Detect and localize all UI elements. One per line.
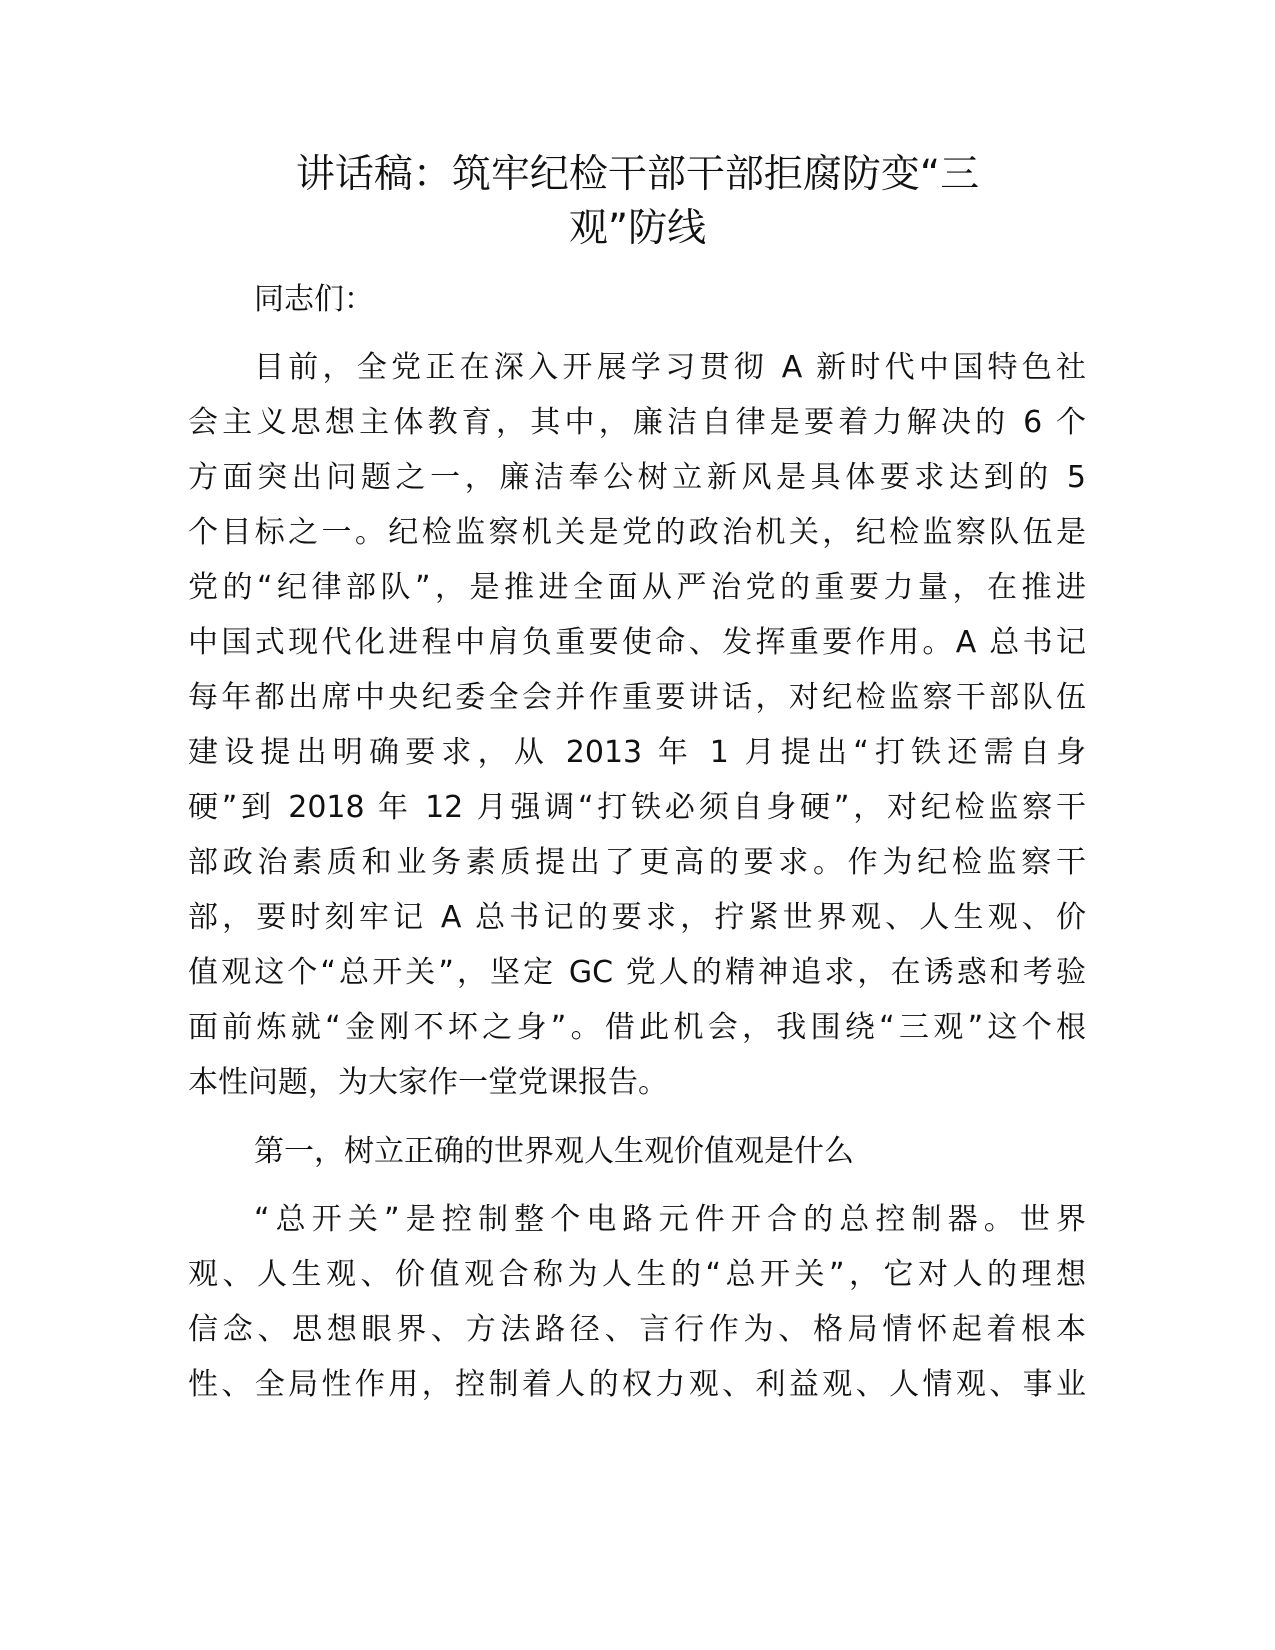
salutation: 同志们： [254,282,374,317]
paragraph-line: 信念、思想眼界、方法路径、言行作为、格局情怀起着根本 [188,1312,1086,1347]
paragraph-line: 目前，全党正在深入开展学习贯彻 A 新时代中国特色社 [254,350,1086,385]
paragraph-line: 硬”到 2018 年 12 月强调“打铁必须自身硬”，对纪检监察干 [188,790,1086,825]
paragraph-line: “总开关”是控制整个电路元件开合的总控制器。世界 [254,1202,1086,1237]
paragraph-line: 本性问题，为大家作一堂党课报告。 [188,1065,668,1100]
paragraph-line: 方面突出问题之一，廉洁奉公树立新风是具体要求达到的 5 [188,460,1086,495]
paragraph-line: 观、人生观、价值观合称为人生的“总开关”，它对人的理想 [188,1257,1086,1292]
paragraph-line: 党的“纪律部队”，是推进全面从严治党的重要力量，在推进 [188,570,1086,605]
paragraph-line: 建设提出明确要求，从 2013 年 1 月提出“打铁还需自身 [188,735,1086,770]
paragraph-line: 中国式现代化进程中肩负重要使命、发挥重要作用。A 总书记 [188,625,1086,660]
paragraph-line: 部，要时刻牢记 A 总书记的要求，拧紧世界观、人生观、价 [188,900,1086,935]
document-title-line-2: 观”防线 [568,206,707,251]
paragraph-line: 部政治素质和业务素质提出了更高的要求。作为纪检监察干 [188,845,1086,880]
paragraph-line: 面前炼就“金刚不坏之身”。借此机会，我围绕“三观”这个根 [188,1010,1086,1045]
paragraph-line: 性、全局性作用，控制着人的权力观、利益观、人情观、事业 [188,1367,1086,1402]
document-title-line-1: 讲话稿：筑牢纪检干部干部拒腐防变“三 [295,152,980,197]
paragraph-line: 会主义思想主体教育，其中，廉洁自律是要着力解决的 6 个 [188,405,1086,440]
paragraph-line: 个目标之一。纪检监察机关是党的政治机关，纪检监察队伍是 [188,515,1086,550]
paragraph-line: 值观这个“总开关”，坚定 GC 党人的精神追求，在诱惑和考验 [188,955,1086,990]
paragraph-line: 每年都出席中央纪委全会并作重要讲话，对纪检监察干部队伍 [188,680,1086,715]
section-heading: 第一，树立正确的世界观人生观价值观是什么 [254,1134,854,1169]
